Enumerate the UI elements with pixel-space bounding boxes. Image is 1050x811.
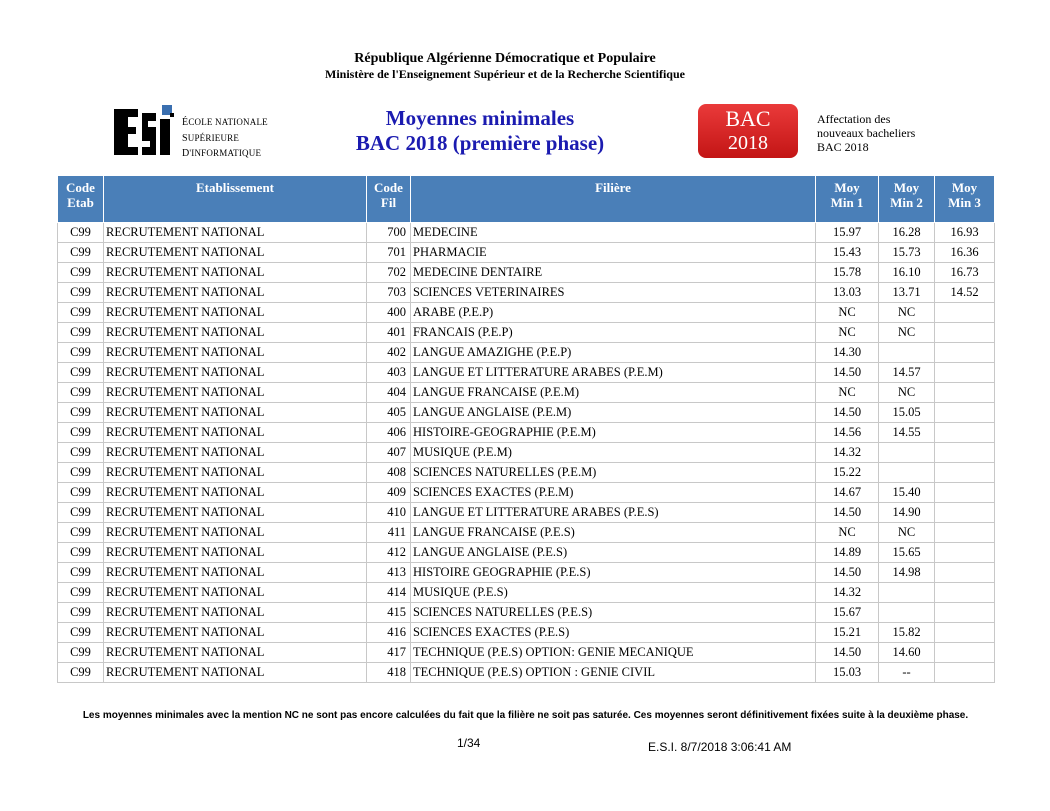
table-row — [58, 583, 995, 603]
cell-moy-min-1: 14.32 — [816, 583, 879, 603]
cell-code-fil: 406 — [367, 423, 411, 443]
cell-moy-min-2: 14.60 — [879, 643, 935, 663]
cell-moy-min-2 — [879, 603, 935, 623]
cell-filiere: FRANCAIS (P.E.P) — [411, 323, 816, 343]
cell-moy-min-2: 14.90 — [879, 503, 935, 523]
table-row — [58, 243, 995, 263]
cell-etablissement: RECRUTEMENT NATIONAL — [104, 403, 367, 423]
cell-code-etab: C99 — [58, 563, 104, 583]
cell-moy-min-1: 14.50 — [816, 643, 879, 663]
cell-etablissement: RECRUTEMENT NATIONAL — [104, 603, 367, 623]
cell-moy-min-2: NC — [879, 383, 935, 403]
table-body — [58, 223, 995, 683]
col-header-filiere: Filière — [411, 176, 816, 223]
cell-code-fil: 409 — [367, 483, 411, 503]
table-row — [58, 503, 995, 523]
cell-filiere: MEDECINE — [411, 223, 816, 243]
cell-moy-min-1: NC — [816, 323, 879, 343]
cell-moy-min-3: 16.93 — [935, 223, 995, 243]
cell-moy-min-2: 14.55 — [879, 423, 935, 443]
cell-filiere: SCIENCES EXACTES (P.E.S) — [411, 623, 816, 643]
cell-code-fil: 404 — [367, 383, 411, 403]
cell-code-fil: 703 — [367, 283, 411, 303]
cell-moy-min-3 — [935, 643, 995, 663]
cell-moy-min-1: 15.22 — [816, 463, 879, 483]
cell-code-etab: C99 — [58, 483, 104, 503]
logo-line2: UPÉRIEURE — [187, 132, 240, 143]
logo-line1-cap: É — [182, 117, 189, 128]
table-row — [58, 323, 995, 343]
side-note — [817, 112, 915, 154]
cell-code-etab: C99 — [58, 283, 104, 303]
cell-moy-min-1: 15.03 — [816, 663, 879, 683]
esi-logo — [112, 103, 268, 159]
cell-moy-min-1: 13.03 — [816, 283, 879, 303]
cell-moy-min-3 — [935, 303, 995, 323]
cell-moy-min-3 — [935, 483, 995, 503]
cell-moy-min-3 — [935, 603, 995, 623]
cell-code-etab: C99 — [58, 263, 104, 283]
table-row — [58, 463, 995, 483]
col-header-moy-min-2: Moy Min 2 — [879, 176, 935, 223]
cell-moy-min-3 — [935, 503, 995, 523]
results-table — [57, 175, 995, 683]
cell-code-fil: 402 — [367, 343, 411, 363]
cell-code-fil: 702 — [367, 263, 411, 283]
cell-filiere: TECHNIQUE (P.E.S) OPTION: GENIE MECANIQUE — [411, 643, 816, 663]
cell-code-fil: 418 — [367, 663, 411, 683]
cell-code-fil: 400 — [367, 303, 411, 323]
cell-filiere: MUSIQUE (P.E.M) — [411, 443, 816, 463]
table-row — [58, 343, 995, 363]
cell-moy-min-3 — [935, 323, 995, 343]
side-note-line-1: Affectation des — [817, 112, 891, 126]
cell-code-etab: C99 — [58, 363, 104, 383]
cell-moy-min-2: NC — [879, 523, 935, 543]
cell-filiere: SCIENCES NATURELLES (P.E.S) — [411, 603, 816, 623]
cell-moy-min-3 — [935, 443, 995, 463]
cell-code-fil: 416 — [367, 623, 411, 643]
cell-filiere: SCIENCES EXACTES (P.E.M) — [411, 483, 816, 503]
table-row — [58, 283, 995, 303]
cell-etablissement: RECRUTEMENT NATIONAL — [104, 663, 367, 683]
cell-code-etab: C99 — [58, 523, 104, 543]
cell-filiere: LANGUE AMAZIGHE (P.E.P) — [411, 343, 816, 363]
col-header-moy-min-1: Moy Min 1 — [816, 176, 879, 223]
cell-filiere: LANGUE FRANCAISE (P.E.M) — [411, 383, 816, 403]
table-header-row — [58, 176, 995, 223]
cell-code-fil: 701 — [367, 243, 411, 263]
cell-code-etab: C99 — [58, 223, 104, 243]
cell-code-etab: C99 — [58, 323, 104, 343]
cell-moy-min-1: NC — [816, 383, 879, 403]
table-row — [58, 563, 995, 583]
cell-filiere: HISTOIRE GEOGRAPHIE (P.E.S) — [411, 563, 816, 583]
table-row — [58, 643, 995, 663]
cell-code-etab: C99 — [58, 243, 104, 263]
cell-etablissement: RECRUTEMENT NATIONAL — [104, 463, 367, 483]
side-note-line-3: BAC 2018 — [817, 140, 869, 154]
cell-moy-min-3 — [935, 583, 995, 603]
table-row — [58, 403, 995, 423]
cell-moy-min-1: 14.56 — [816, 423, 879, 443]
bac-badge-top: BAC — [725, 106, 771, 131]
cell-moy-min-2 — [879, 583, 935, 603]
cell-code-etab: C99 — [58, 543, 104, 563]
title-line-2: BAC 2018 (première phase) — [355, 131, 605, 155]
logo-line3: 'INFORMATIQUE — [189, 148, 262, 158]
cell-code-fil: 414 — [367, 583, 411, 603]
cell-etablissement: RECRUTEMENT NATIONAL — [104, 323, 367, 343]
cell-code-etab: C99 — [58, 663, 104, 683]
cell-moy-min-2: -- — [879, 663, 935, 683]
cell-etablissement: RECRUTEMENT NATIONAL — [104, 543, 367, 563]
cell-moy-min-2: 16.10 — [879, 263, 935, 283]
cell-moy-min-1: 14.32 — [816, 443, 879, 463]
cell-moy-min-2 — [879, 443, 935, 463]
cell-etablissement: RECRUTEMENT NATIONAL — [104, 583, 367, 603]
cell-code-fil: 410 — [367, 503, 411, 523]
cell-moy-min-3 — [935, 343, 995, 363]
cell-etablissement: RECRUTEMENT NATIONAL — [104, 343, 367, 363]
cell-moy-min-3 — [935, 363, 995, 383]
cell-moy-min-2: NC — [879, 323, 935, 343]
cell-code-fil: 411 — [367, 523, 411, 543]
cell-filiere: LANGUE FRANCAISE (P.E.S) — [411, 523, 816, 543]
table-row — [58, 483, 995, 503]
cell-etablissement: RECRUTEMENT NATIONAL — [104, 503, 367, 523]
table-row — [58, 543, 995, 563]
cell-code-etab: C99 — [58, 383, 104, 403]
cell-etablissement: RECRUTEMENT NATIONAL — [104, 643, 367, 663]
table-row — [58, 263, 995, 283]
cell-code-fil: 417 — [367, 643, 411, 663]
cell-moy-min-3: 16.73 — [935, 263, 995, 283]
cell-etablissement: RECRUTEMENT NATIONAL — [104, 363, 367, 383]
table-row — [58, 443, 995, 463]
cell-moy-min-2: 13.71 — [879, 283, 935, 303]
cell-moy-min-1: 15.21 — [816, 623, 879, 643]
cell-moy-min-1: NC — [816, 523, 879, 543]
cell-moy-min-1: 14.50 — [816, 363, 879, 383]
cell-filiere: SCIENCES VETERINAIRES — [411, 283, 816, 303]
cell-code-fil: 405 — [367, 403, 411, 423]
cell-moy-min-2: 15.65 — [879, 543, 935, 563]
cell-etablissement: RECRUTEMENT NATIONAL — [104, 283, 367, 303]
cell-code-fil: 412 — [367, 543, 411, 563]
cell-moy-min-2: 15.73 — [879, 243, 935, 263]
cell-code-fil: 413 — [367, 563, 411, 583]
cell-moy-min-1: 14.30 — [816, 343, 879, 363]
cell-filiere: SCIENCES NATURELLES (P.E.M) — [411, 463, 816, 483]
cell-filiere: MUSIQUE (P.E.S) — [411, 583, 816, 603]
table-row — [58, 663, 995, 683]
cell-etablissement: RECRUTEMENT NATIONAL — [104, 223, 367, 243]
cell-filiere: LANGUE ET LITTERATURE ARABES (P.E.M) — [411, 363, 816, 383]
cell-moy-min-3 — [935, 383, 995, 403]
table-row — [58, 223, 995, 243]
ministry-heading: Ministère de l'Enseignement Supérieur et de la Recherche Scientifique — [325, 67, 685, 81]
cell-etablissement: RECRUTEMENT NATIONAL — [104, 303, 367, 323]
cell-moy-min-2: 14.57 — [879, 363, 935, 383]
cell-moy-min-1: 14.67 — [816, 483, 879, 503]
table-row — [58, 383, 995, 403]
cell-filiere: TECHNIQUE (P.E.S) OPTION : GENIE CIVIL — [411, 663, 816, 683]
cell-code-etab: C99 — [58, 443, 104, 463]
cell-moy-min-2: 15.05 — [879, 403, 935, 423]
table-row — [58, 603, 995, 623]
cell-filiere: MEDECINE DENTAIRE — [411, 263, 816, 283]
bac-badge-year: 2018 — [728, 132, 768, 154]
cell-code-etab: C99 — [58, 603, 104, 623]
cell-etablissement: RECRUTEMENT NATIONAL — [104, 423, 367, 443]
cell-moy-min-1: 15.67 — [816, 603, 879, 623]
cell-filiere: LANGUE ANGLAISE (P.E.M) — [411, 403, 816, 423]
cell-moy-min-1: 15.97 — [816, 223, 879, 243]
cell-filiere: LANGUE ANGLAISE (P.E.S) — [411, 543, 816, 563]
table-row — [58, 363, 995, 383]
cell-moy-min-3 — [935, 663, 995, 683]
cell-moy-min-3 — [935, 463, 995, 483]
table-row — [58, 623, 995, 643]
cell-moy-min-2 — [879, 463, 935, 483]
cell-moy-min-3: 16.36 — [935, 243, 995, 263]
cell-moy-min-1: 14.50 — [816, 503, 879, 523]
logo-wordmark — [182, 115, 268, 162]
republic-heading: République Algérienne Démocratique et Populaire — [354, 51, 656, 66]
cell-code-etab: C99 — [58, 423, 104, 443]
cell-code-fil: 407 — [367, 443, 411, 463]
cell-code-etab: C99 — [58, 403, 104, 423]
cell-filiere: LANGUE ET LITTERATURE ARABES (P.E.S) — [411, 503, 816, 523]
cell-etablissement: RECRUTEMENT NATIONAL — [104, 443, 367, 463]
page-number: 1/34 — [457, 736, 481, 750]
col-header-moy-min-3: Moy Min 3 — [935, 176, 995, 223]
print-timestamp: E.S.I. 8/7/2018 3:06:41 AM — [648, 740, 792, 754]
logo-line3-cap: D — [182, 148, 190, 159]
cell-moy-min-2: 15.40 — [879, 483, 935, 503]
cell-code-etab: C99 — [58, 463, 104, 483]
cell-code-etab: C99 — [58, 643, 104, 663]
logo-line1: COLE NATIONALE — [188, 117, 268, 127]
cell-code-fil: 401 — [367, 323, 411, 343]
cell-moy-min-3 — [935, 623, 995, 643]
cell-code-fil: 700 — [367, 223, 411, 243]
cell-moy-min-2: 14.98 — [879, 563, 935, 583]
cell-code-etab: C99 — [58, 583, 104, 603]
logo-line2-cap: S — [182, 132, 188, 144]
cell-moy-min-1: 15.78 — [816, 263, 879, 283]
cell-etablissement: RECRUTEMENT NATIONAL — [104, 563, 367, 583]
cell-etablissement: RECRUTEMENT NATIONAL — [104, 383, 367, 403]
cell-moy-min-1: 14.50 — [816, 403, 879, 423]
cell-moy-min-3 — [935, 423, 995, 443]
cell-etablissement: RECRUTEMENT NATIONAL — [104, 483, 367, 503]
cell-filiere: PHARMACIE — [411, 243, 816, 263]
cell-code-etab: C99 — [58, 303, 104, 323]
cell-moy-min-1: NC — [816, 303, 879, 323]
col-header-code-etab: Code Etab — [58, 176, 104, 223]
footer-note: Les moyennes minimales avec la mention NC ne sont pas encore calculées du fait que la filière ne soit pas saturée. Ces moyennes seront définitivement fixées suite à la deuxième phase. — [82, 710, 969, 721]
cell-etablissement: RECRUTEMENT NATIONAL — [104, 623, 367, 643]
col-header-etablissement: Etablissement — [104, 176, 367, 223]
table-row — [58, 303, 995, 323]
cell-filiere: ARABE (P.E.P) — [411, 303, 816, 323]
side-note-line-2: nouveaux bacheliers — [817, 126, 916, 140]
cell-etablissement: RECRUTEMENT NATIONAL — [104, 243, 367, 263]
cell-moy-min-3 — [935, 563, 995, 583]
col-header-code-fil: Code Fil — [367, 176, 411, 223]
esi-logo-mark — [112, 103, 180, 159]
cell-code-etab: C99 — [58, 503, 104, 523]
cell-moy-min-3 — [935, 523, 995, 543]
cell-moy-min-3: 14.52 — [935, 283, 995, 303]
title-line-1: Moyennes minimales — [385, 106, 575, 130]
cell-moy-min-1: 14.89 — [816, 543, 879, 563]
cell-etablissement: RECRUTEMENT NATIONAL — [104, 263, 367, 283]
cell-moy-min-1: 15.43 — [816, 243, 879, 263]
cell-code-etab: C99 — [58, 343, 104, 363]
cell-etablissement: RECRUTEMENT NATIONAL — [104, 523, 367, 543]
cell-moy-min-1: 14.50 — [816, 563, 879, 583]
table-row — [58, 523, 995, 543]
cell-filiere: HISTOIRE-GEOGRAPHIE (P.E.M) — [411, 423, 816, 443]
cell-moy-min-3 — [935, 403, 995, 423]
page-title — [330, 106, 630, 156]
cell-moy-min-2: 15.82 — [879, 623, 935, 643]
cell-code-fil: 408 — [367, 463, 411, 483]
bac-badge — [698, 104, 798, 158]
cell-moy-min-2: 16.28 — [879, 223, 935, 243]
table-row — [58, 423, 995, 443]
cell-code-etab: C99 — [58, 623, 104, 643]
cell-moy-min-2 — [879, 343, 935, 363]
cell-moy-min-2: NC — [879, 303, 935, 323]
cell-code-fil: 403 — [367, 363, 411, 383]
cell-code-fil: 415 — [367, 603, 411, 623]
cell-moy-min-3 — [935, 543, 995, 563]
